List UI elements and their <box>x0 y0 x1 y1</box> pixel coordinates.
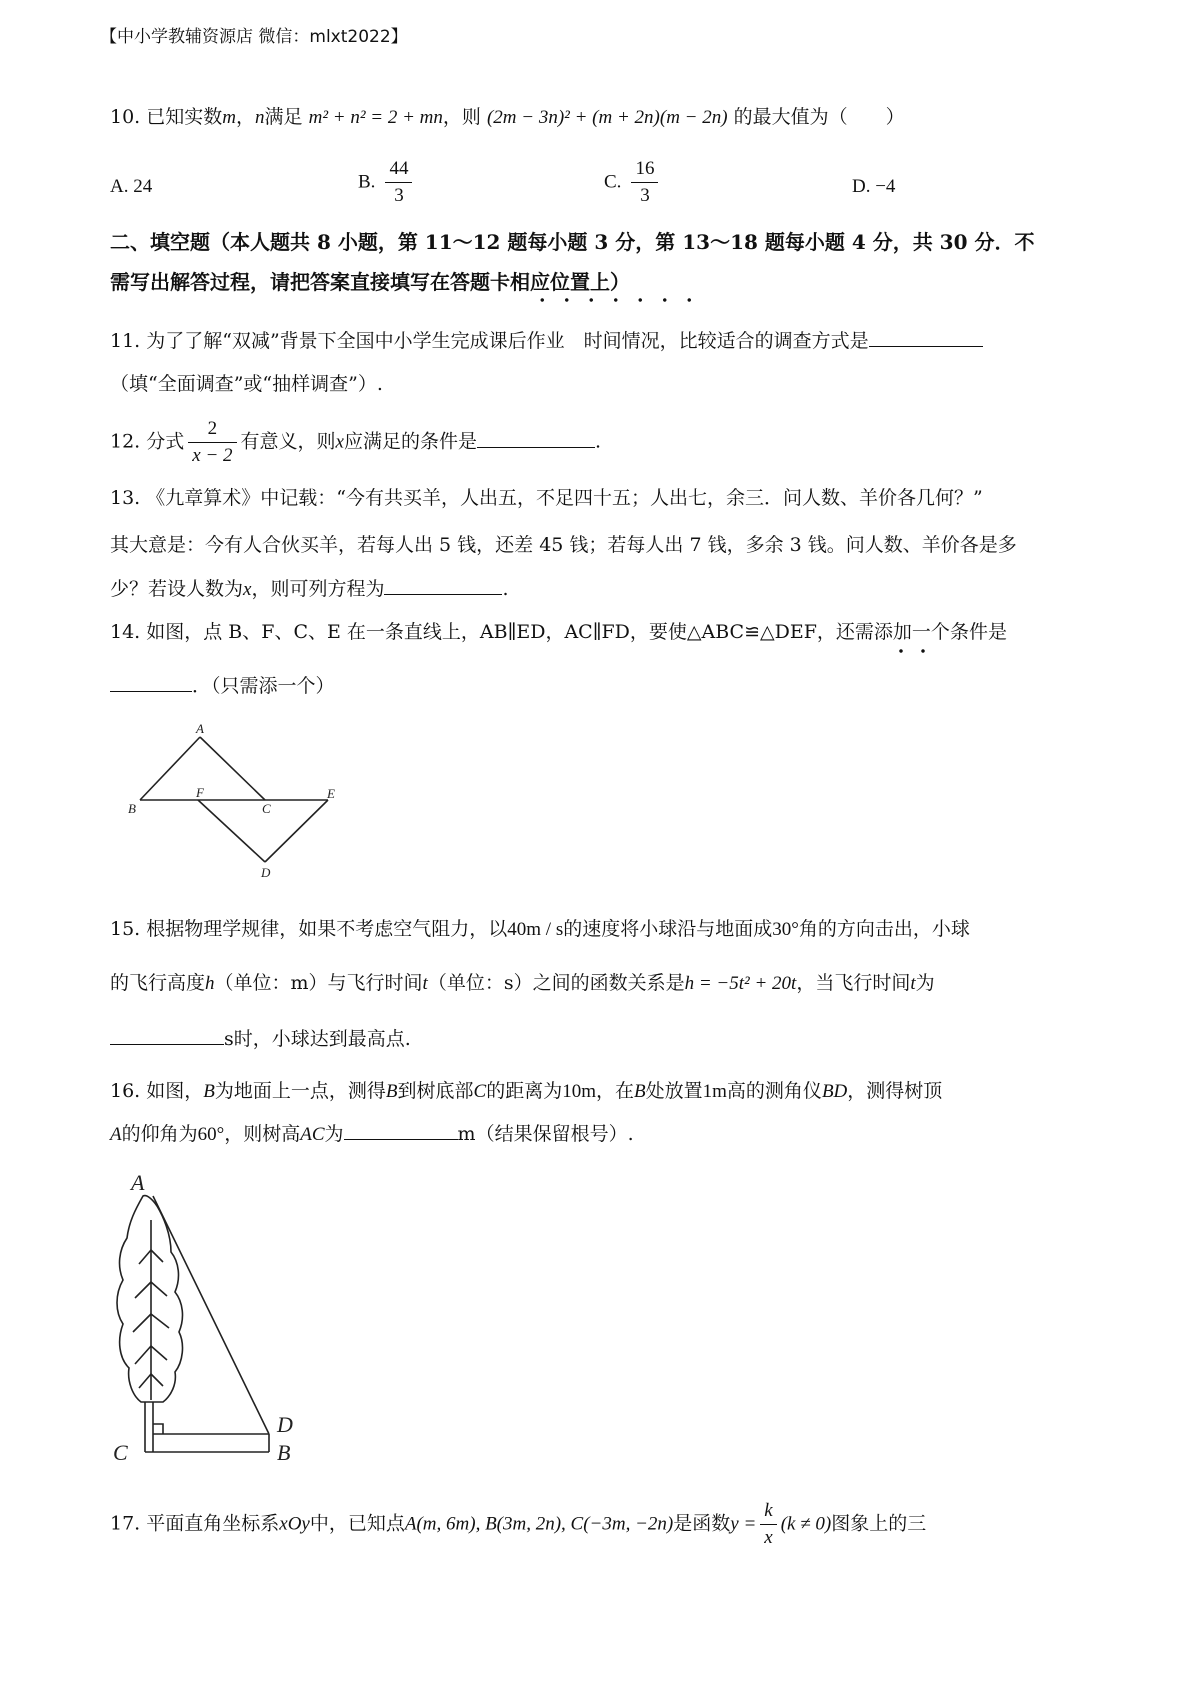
emphasis-dots <box>530 298 700 302</box>
label-b: B <box>128 801 136 816</box>
answer-blank <box>344 1139 458 1140</box>
tree-canopy <box>117 1196 182 1402</box>
line-ad <box>153 1196 269 1434</box>
question-11-line2: （填“全面调查”或“抽样调查”）. <box>110 373 383 395</box>
question-15: 15. 根据物理学规律，如果不考虑空气阻力，以40m / s的速度将小球沿与地面成30°角的方向击出，小球 <box>110 918 970 940</box>
q10-option-d: D. −4 <box>852 176 896 197</box>
right-angle-mark <box>153 1424 163 1434</box>
question-13: 13. 《九章算术》中记载：“今有共买羊，人出五，不足四十五；人出七，余三．问人数、羊价各几何？” <box>110 487 983 509</box>
q10-expression: (2m − 3n)² + (m + 2n)(m − 2n) <box>486 107 728 128</box>
q10-condition: m² + n² = 2 + mn <box>308 107 443 128</box>
label-d: D <box>261 865 271 880</box>
question-14-line2: ．（只需添一个） <box>110 677 335 696</box>
emphasis-dots <box>890 649 934 653</box>
q15-function: h = −5t² + 20t <box>684 973 797 994</box>
question-14: 14. 如图，点 B、F、C、E 在一条直线上，AB∥ED，AC∥FD，要使△ABC≌△DEF，还需添加一个条件是 <box>110 621 1007 643</box>
label-d: D <box>277 1412 293 1437</box>
answer-blank <box>384 594 502 595</box>
q10-option-c: C. $\frac{16}{3}$ <box>604 158 662 207</box>
question-13-line2: 其大意是：今有人合伙买羊，若每人出 5 钱，还差 45 钱；若每人出 7 钱，多余 3 钱。问人数、羊价各是多 <box>110 534 1017 556</box>
question-15-line3: s时，小球达到最高点. <box>110 1030 411 1049</box>
question-16-line2: A的仰角为60°，则树高AC为 m（结果保留根号）. <box>110 1123 634 1145</box>
emphasis-dotted-text: 答题卡相应位置上 <box>450 270 610 294</box>
q17-points: A(m, 6m), B(3m, 2n), C(−3m, −2n) <box>404 1513 674 1535</box>
question-11: 11. 为了了解“双减”背景下全国中小学生完成课后作业 时间情况，比较适合的调查方式是 <box>110 332 983 351</box>
segment-ab <box>140 737 200 800</box>
label-c: C <box>113 1440 128 1460</box>
answer-blank <box>110 1044 224 1045</box>
label-f: F <box>196 785 204 800</box>
label-c: C <box>262 801 271 816</box>
answer-blank <box>110 691 192 692</box>
segment-fd <box>198 800 265 862</box>
emphasis-dotted-text: 一个 <box>911 621 950 643</box>
question-13-line3: 少？若设人数为x，则可列方程为 . <box>110 578 509 600</box>
page-header: 【中小学教辅资源店 微信：mlxt2022】 <box>100 27 408 47</box>
label-a: A <box>196 721 204 736</box>
question-17: 17. 平面直角坐标系xOy中，已知点A(m, 6m), B(3m, 2n), C(−3m, −2n)是函数y = $\frac{k}{x}$ (k ≠ 0)图象上的三 <box>110 1500 927 1548</box>
tree-figure <box>105 1170 325 1460</box>
label-a: A <box>131 1170 145 1195</box>
segment-de <box>265 800 328 862</box>
answer-blank <box>869 346 983 347</box>
question-10: 10. 已知实数m，n满足 m² + n² = 2 + mn，则 (2m − 3n)² + (m + 2n)(m − 2n) 的最大值为（ ） <box>110 106 905 128</box>
label-b: B <box>277 1440 291 1460</box>
q10-option-b: B. $\frac{44}{3}$ <box>358 158 416 207</box>
segment-ac <box>200 737 265 800</box>
q10-option-a: A. 24 <box>110 176 153 197</box>
answer-blank <box>477 447 595 448</box>
section-2-title: 二、填空题（本人题共 8 小题，第 11～12 题每小题 3 分，第 13～18 题每小题 4 分，共 30 分．不 <box>110 230 1035 254</box>
label-e: E <box>327 786 335 801</box>
question-12: 12. 分式 $\frac{2}{x - 2}$ 有意义，则x应满足的条件是 . <box>110 418 602 466</box>
question-16: 16. 如图，B为地面上一点，测得B到树底部C的距离为10m，在B处放置1m高的测角仪BD，测得树顶 <box>110 1080 943 1102</box>
triangle-figure <box>120 720 350 880</box>
section-2-subtitle: 需写出解答过程，请把答案直接填写在答题卡相应位置上） <box>110 270 630 294</box>
question-15-line2: 的飞行高度h（单位：m）与飞行时间t（单位：s）之间的函数关系是h = −5t² + 20t，当飞行时间t为 <box>110 972 935 994</box>
